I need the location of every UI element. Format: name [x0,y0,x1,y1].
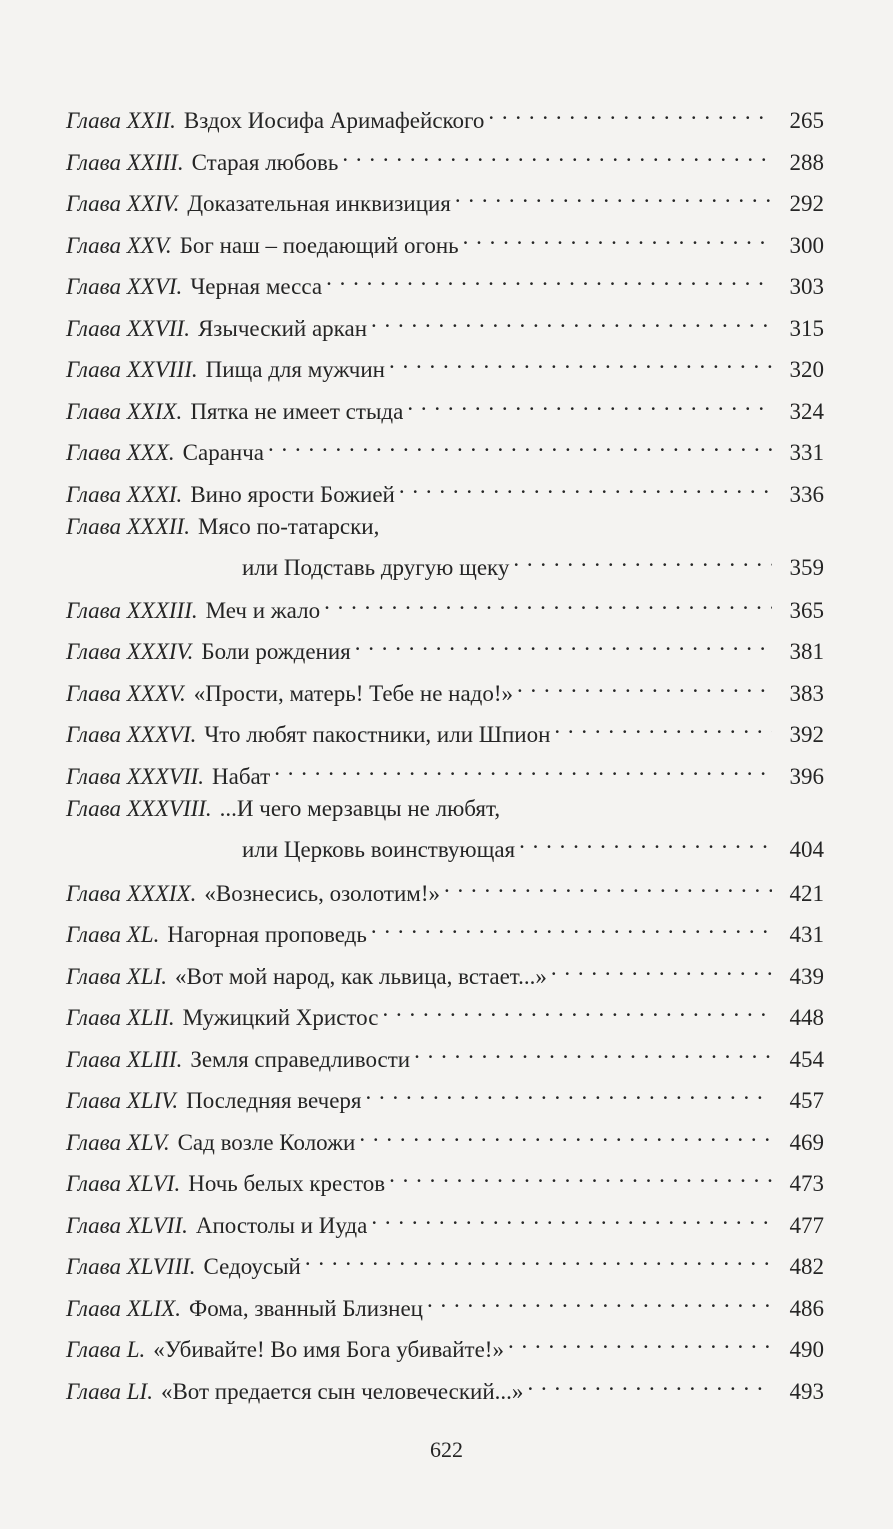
chapter-label: Глава XLI. [66,964,167,989]
dot-leader [414,1035,772,1067]
chapter-title: Доказательная инквизиция [187,191,451,216]
chapter-label: Глава XXV. [66,233,172,258]
chapter-title-continuation: или Церковь воинствующая [242,837,516,862]
chapter-label: Глава XXXIV. [66,639,194,664]
chapter-label: Глава XXXI. [66,482,183,507]
chapter-label: Глава XXXVIII. [66,796,212,821]
dot-leader [359,1118,772,1150]
chapter-label: Глава XLV. [66,1130,170,1155]
dot-leader [371,304,772,336]
dot-leader [326,262,772,294]
chapter-title: ...И чего мерзавцы не любят, [219,796,501,821]
toc-entry [66,96,824,133]
toc-entry [66,1035,824,1072]
chapter-label: Глава XXXIII. [66,598,198,623]
chapter-label: Глава XXVII. [66,316,190,341]
dot-leader [455,179,772,211]
chapter-label: Глава XLIX. [66,1296,182,1321]
dot-leader [342,138,772,170]
chapter-title: Старая любовь [191,150,339,175]
toc-entry [66,793,824,862]
toc-entry [66,1242,824,1279]
toc-entry [66,1284,824,1321]
chapter-title: Седоусый [203,1254,301,1279]
dot-leader [551,952,772,984]
page-number: 288 [789,150,824,175]
page-number: 331 [789,440,824,465]
dot-leader [389,345,772,377]
dot-leader [444,869,772,901]
page-number: 404 [789,837,824,862]
chapter-label: Глава XLVI. [66,1171,181,1196]
chapter-title: Последняя вечеря [186,1088,362,1113]
toc-entry [66,869,824,906]
dot-leader [463,221,772,253]
page-number: 421 [789,881,824,906]
toc-entry [66,669,824,706]
page-number: 359 [789,555,824,580]
chapter-label: Глава XXXIX. [66,881,197,906]
page-number: 486 [789,1296,824,1321]
chapter-label: Глава LI. [66,1379,153,1404]
page-number: 469 [789,1130,824,1155]
dot-leader [427,1284,772,1316]
page-folio-number: 622 [430,1437,463,1462]
toc-entry [66,627,824,664]
toc-entry [66,1367,824,1404]
chapter-title: «Прости, матерь! Тебе не надо!» [193,681,514,706]
dot-leader [508,1325,772,1357]
dot-leader [274,752,772,784]
chapter-title: Вино ярости Божией [190,482,395,507]
chapter-title: Языческий аркан [197,316,367,341]
toc-entry [66,470,824,507]
toc-entry [66,221,824,258]
page-number: 292 [789,191,824,216]
chapter-label: Глава XXVIII. [66,357,198,382]
page-number: 383 [789,681,824,706]
page-number: 265 [789,108,824,133]
chapter-title: Вздох Иосифа Аримафейского [183,108,485,133]
toc-entry [66,586,824,623]
dot-leader [513,543,772,575]
dot-leader [407,387,772,419]
chapter-label: Глава XXIII. [66,150,184,175]
chapter-title: «Убивайте! Во имя Бога убивайте!» [153,1337,504,1362]
chapter-title: Ночь белых крестов [188,1171,386,1196]
chapter-label: Глава XXVI. [66,274,183,299]
page-number: 303 [789,274,824,299]
toc-entry [66,387,824,424]
dot-leader [517,669,772,701]
chapter-title: Бог наш – поедающий огонь [179,233,459,258]
toc-entry [66,952,824,989]
chapter-label: Глава XXXV. [66,681,186,706]
page-number: 439 [789,964,824,989]
chapter-label: Глава XXXVI. [66,722,197,747]
chapter-title: Саранча [182,440,264,465]
toc-entry [66,1159,824,1196]
toc-entry [66,511,824,580]
chapter-label: Глава XXIX. [66,399,183,424]
chapter-title: Пища для мужчин [205,357,385,382]
dot-leader [366,1076,772,1108]
page-number: 381 [789,639,824,664]
chapter-title: Что любят пакостники, или Шпион [204,722,551,747]
dot-leader [305,1242,772,1274]
chapter-label: Глава L. [66,1337,146,1362]
toc-entry [66,1201,824,1238]
page-number: 336 [789,482,824,507]
toc-entry [66,993,824,1030]
page-number: 365 [789,598,824,623]
toc-entry [66,262,824,299]
page-number: 490 [789,1337,824,1362]
page-number: 396 [789,764,824,789]
dot-leader [399,470,772,502]
page-number: 454 [789,1047,824,1072]
toc-entry [66,1118,824,1155]
dot-leader [355,627,772,659]
chapter-label: Глава XXXII. [66,514,190,539]
dot-leader [382,993,772,1025]
chapter-label: Глава XXIV. [66,191,180,216]
chapter-label: Глава XL. [66,922,160,947]
page-number: 431 [789,922,824,947]
chapter-label: Глава XXX. [66,440,175,465]
toc-entry [66,179,824,216]
chapter-title: «Вот предается сын человеческий...» [160,1379,524,1404]
chapter-label: Глава XXII. [66,108,176,133]
dot-leader [554,710,772,742]
chapter-title: Меч и жало [205,598,321,623]
dot-leader [371,910,772,942]
toc-entry [66,138,824,175]
chapter-title: Черная месса [190,274,323,299]
toc-entry [66,1076,824,1113]
dot-leader [527,1367,772,1399]
chapter-title: «Вот мой народ, как львица, встает...» [175,964,547,989]
toc-entry [66,752,824,789]
page-number: 315 [789,316,824,341]
chapter-label: Глава XLII. [66,1005,175,1030]
dot-leader [324,586,772,618]
page-number: 473 [789,1171,824,1196]
toc-entry [66,428,824,465]
chapter-title: Апостолы и Иуда [195,1213,368,1238]
toc-entry [66,345,824,382]
page-number: 392 [789,722,824,747]
page-number: 482 [789,1254,824,1279]
page-number: 457 [789,1088,824,1113]
dot-leader [519,825,772,857]
chapter-title: Пятка не имеет стыда [190,399,404,424]
page-number: 320 [789,357,824,382]
chapter-title: Фома, званный Близнец [189,1296,423,1321]
toc-entry [66,710,824,747]
chapter-title: Нагорная проповедь [167,922,367,947]
chapter-title: «Вознесись, озолотим!» [204,881,440,906]
chapter-label: Глава XLIV. [66,1088,179,1113]
chapter-label: Глава XXXVII. [66,764,205,789]
dot-leader [268,428,772,460]
chapter-label: Глава XLVIII. [66,1254,196,1279]
dot-leader [389,1159,772,1191]
page-number: 477 [789,1213,824,1238]
chapter-title: Боли рождения [201,639,351,664]
toc-entry [66,304,824,341]
toc-entry [66,910,824,947]
dot-leader [488,96,772,128]
chapter-label: Глава XLVII. [66,1213,188,1238]
toc-entry [66,1325,824,1362]
page-number: 324 [789,399,824,424]
dot-leader [371,1201,772,1233]
chapter-title: Мужицкий Христос [182,1005,379,1030]
chapter-title: Земля справедливости [190,1047,411,1072]
chapter-label: Глава XLIII. [66,1047,183,1072]
chapter-title: Набат [212,764,271,789]
chapter-title: Мясо по-татарски, [197,514,380,539]
chapter-title-continuation: или Подставь другую щеку [242,555,510,580]
page-number: 448 [789,1005,824,1030]
chapter-title: Сад возле Коложи [177,1130,356,1155]
page-number: 300 [789,233,824,258]
page-number: 493 [789,1379,824,1404]
